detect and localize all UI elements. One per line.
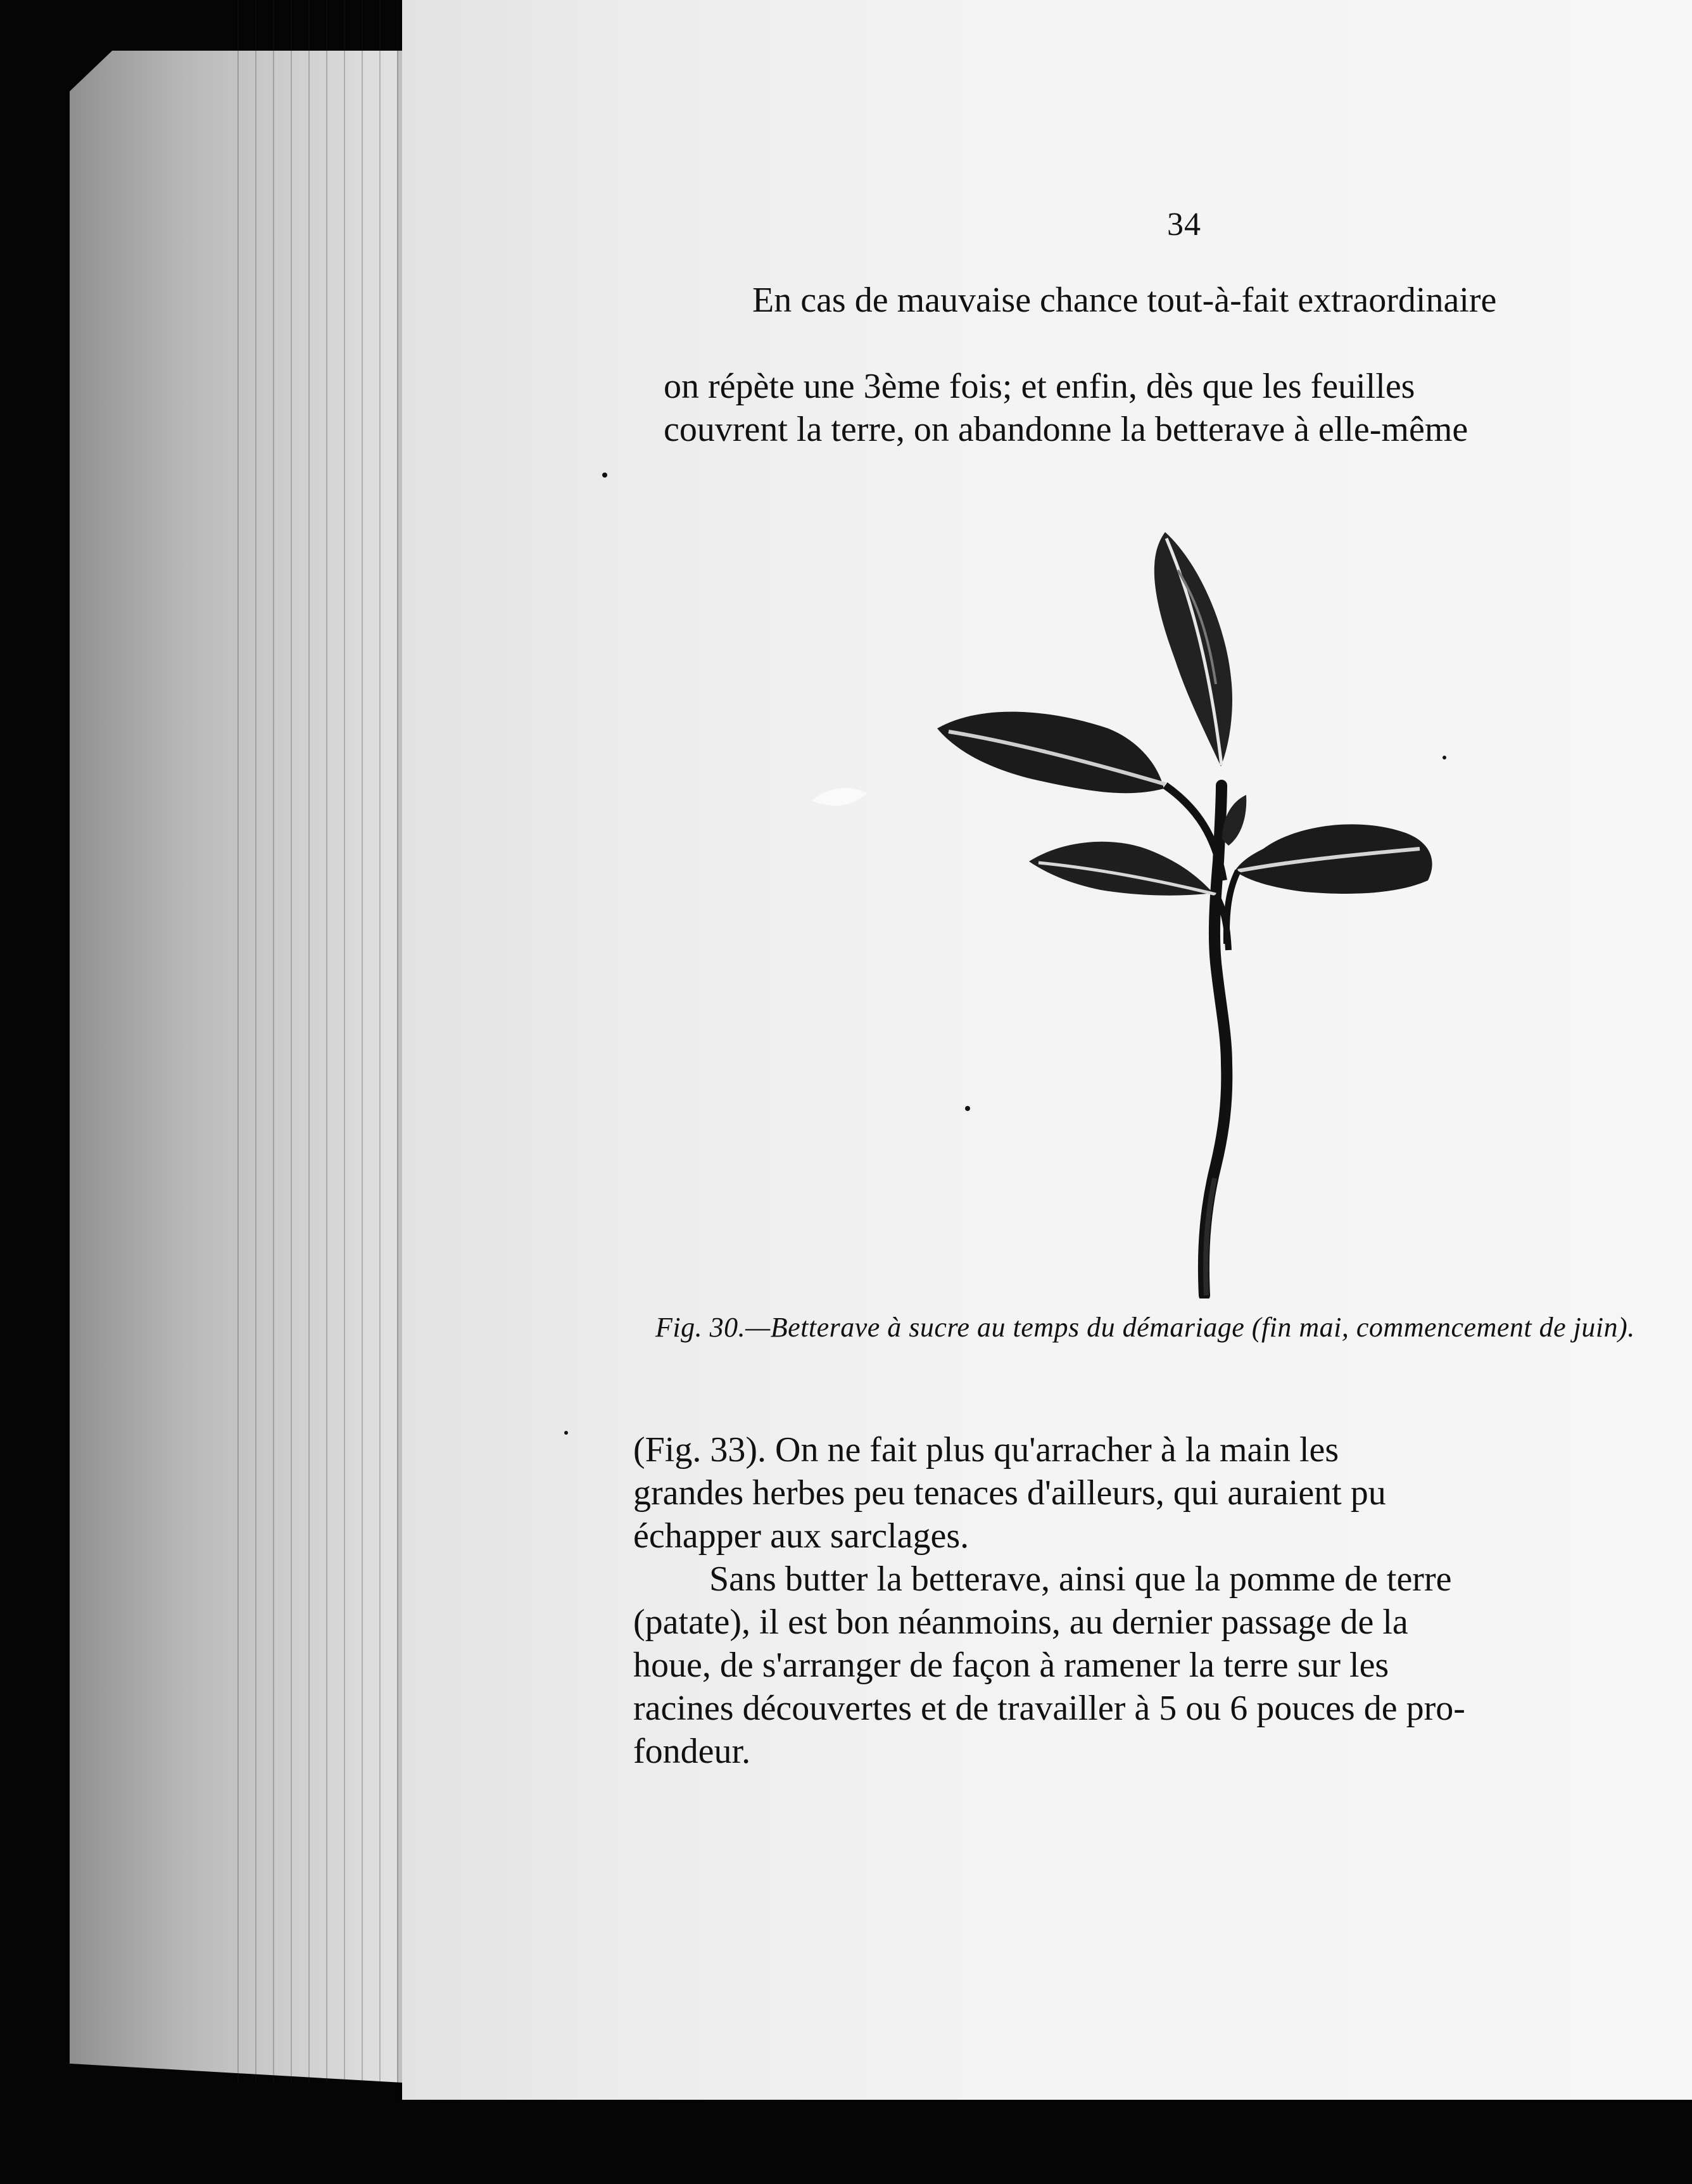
bottom-line-2: grandes herbes peu tenaces d'ailleurs, qui auraient pu bbox=[633, 1473, 1386, 1513]
top-paragraph bbox=[664, 279, 1692, 451]
bottom-line-7: racines découvertes et de travailler à 5 ou 6 pouces de pro- bbox=[633, 1689, 1465, 1728]
bottom-line-3: échapper aux sarclages. bbox=[633, 1516, 969, 1556]
beet-seedling-illustration bbox=[918, 519, 1437, 1298]
top-line-3: couvrent la terre, on abandonne la betterave à elle-même bbox=[664, 410, 1468, 449]
bottom-paragraphs bbox=[633, 1428, 1692, 1773]
top-line-1: En cas de mauvaise chance tout-à-fait extraordinaire bbox=[752, 281, 1497, 320]
bottom-line-1: (Fig. 33). On ne fait plus qu'arracher à la main les bbox=[633, 1430, 1339, 1470]
figure-caption: Fig. 30.—Betterave à sucre au temps du démariage (fin mai, commencement de juin). bbox=[655, 1312, 1635, 1343]
bottom-line-6: houe, de s'arranger de façon à ramener la terre sur les bbox=[633, 1646, 1389, 1685]
bottom-line-4: Sans butter la betterave, ainsi que la pomme de terre bbox=[709, 1559, 1452, 1599]
page-number: 34 bbox=[1167, 206, 1201, 243]
top-line-2: on répète une 3ème fois; et enfin, dès que les feuilles bbox=[664, 367, 1415, 406]
bottom-line-5: (patate), il est bon néanmoins, au dernier passage de la bbox=[633, 1603, 1408, 1642]
bottom-line-8: fondeur. bbox=[633, 1732, 751, 1771]
